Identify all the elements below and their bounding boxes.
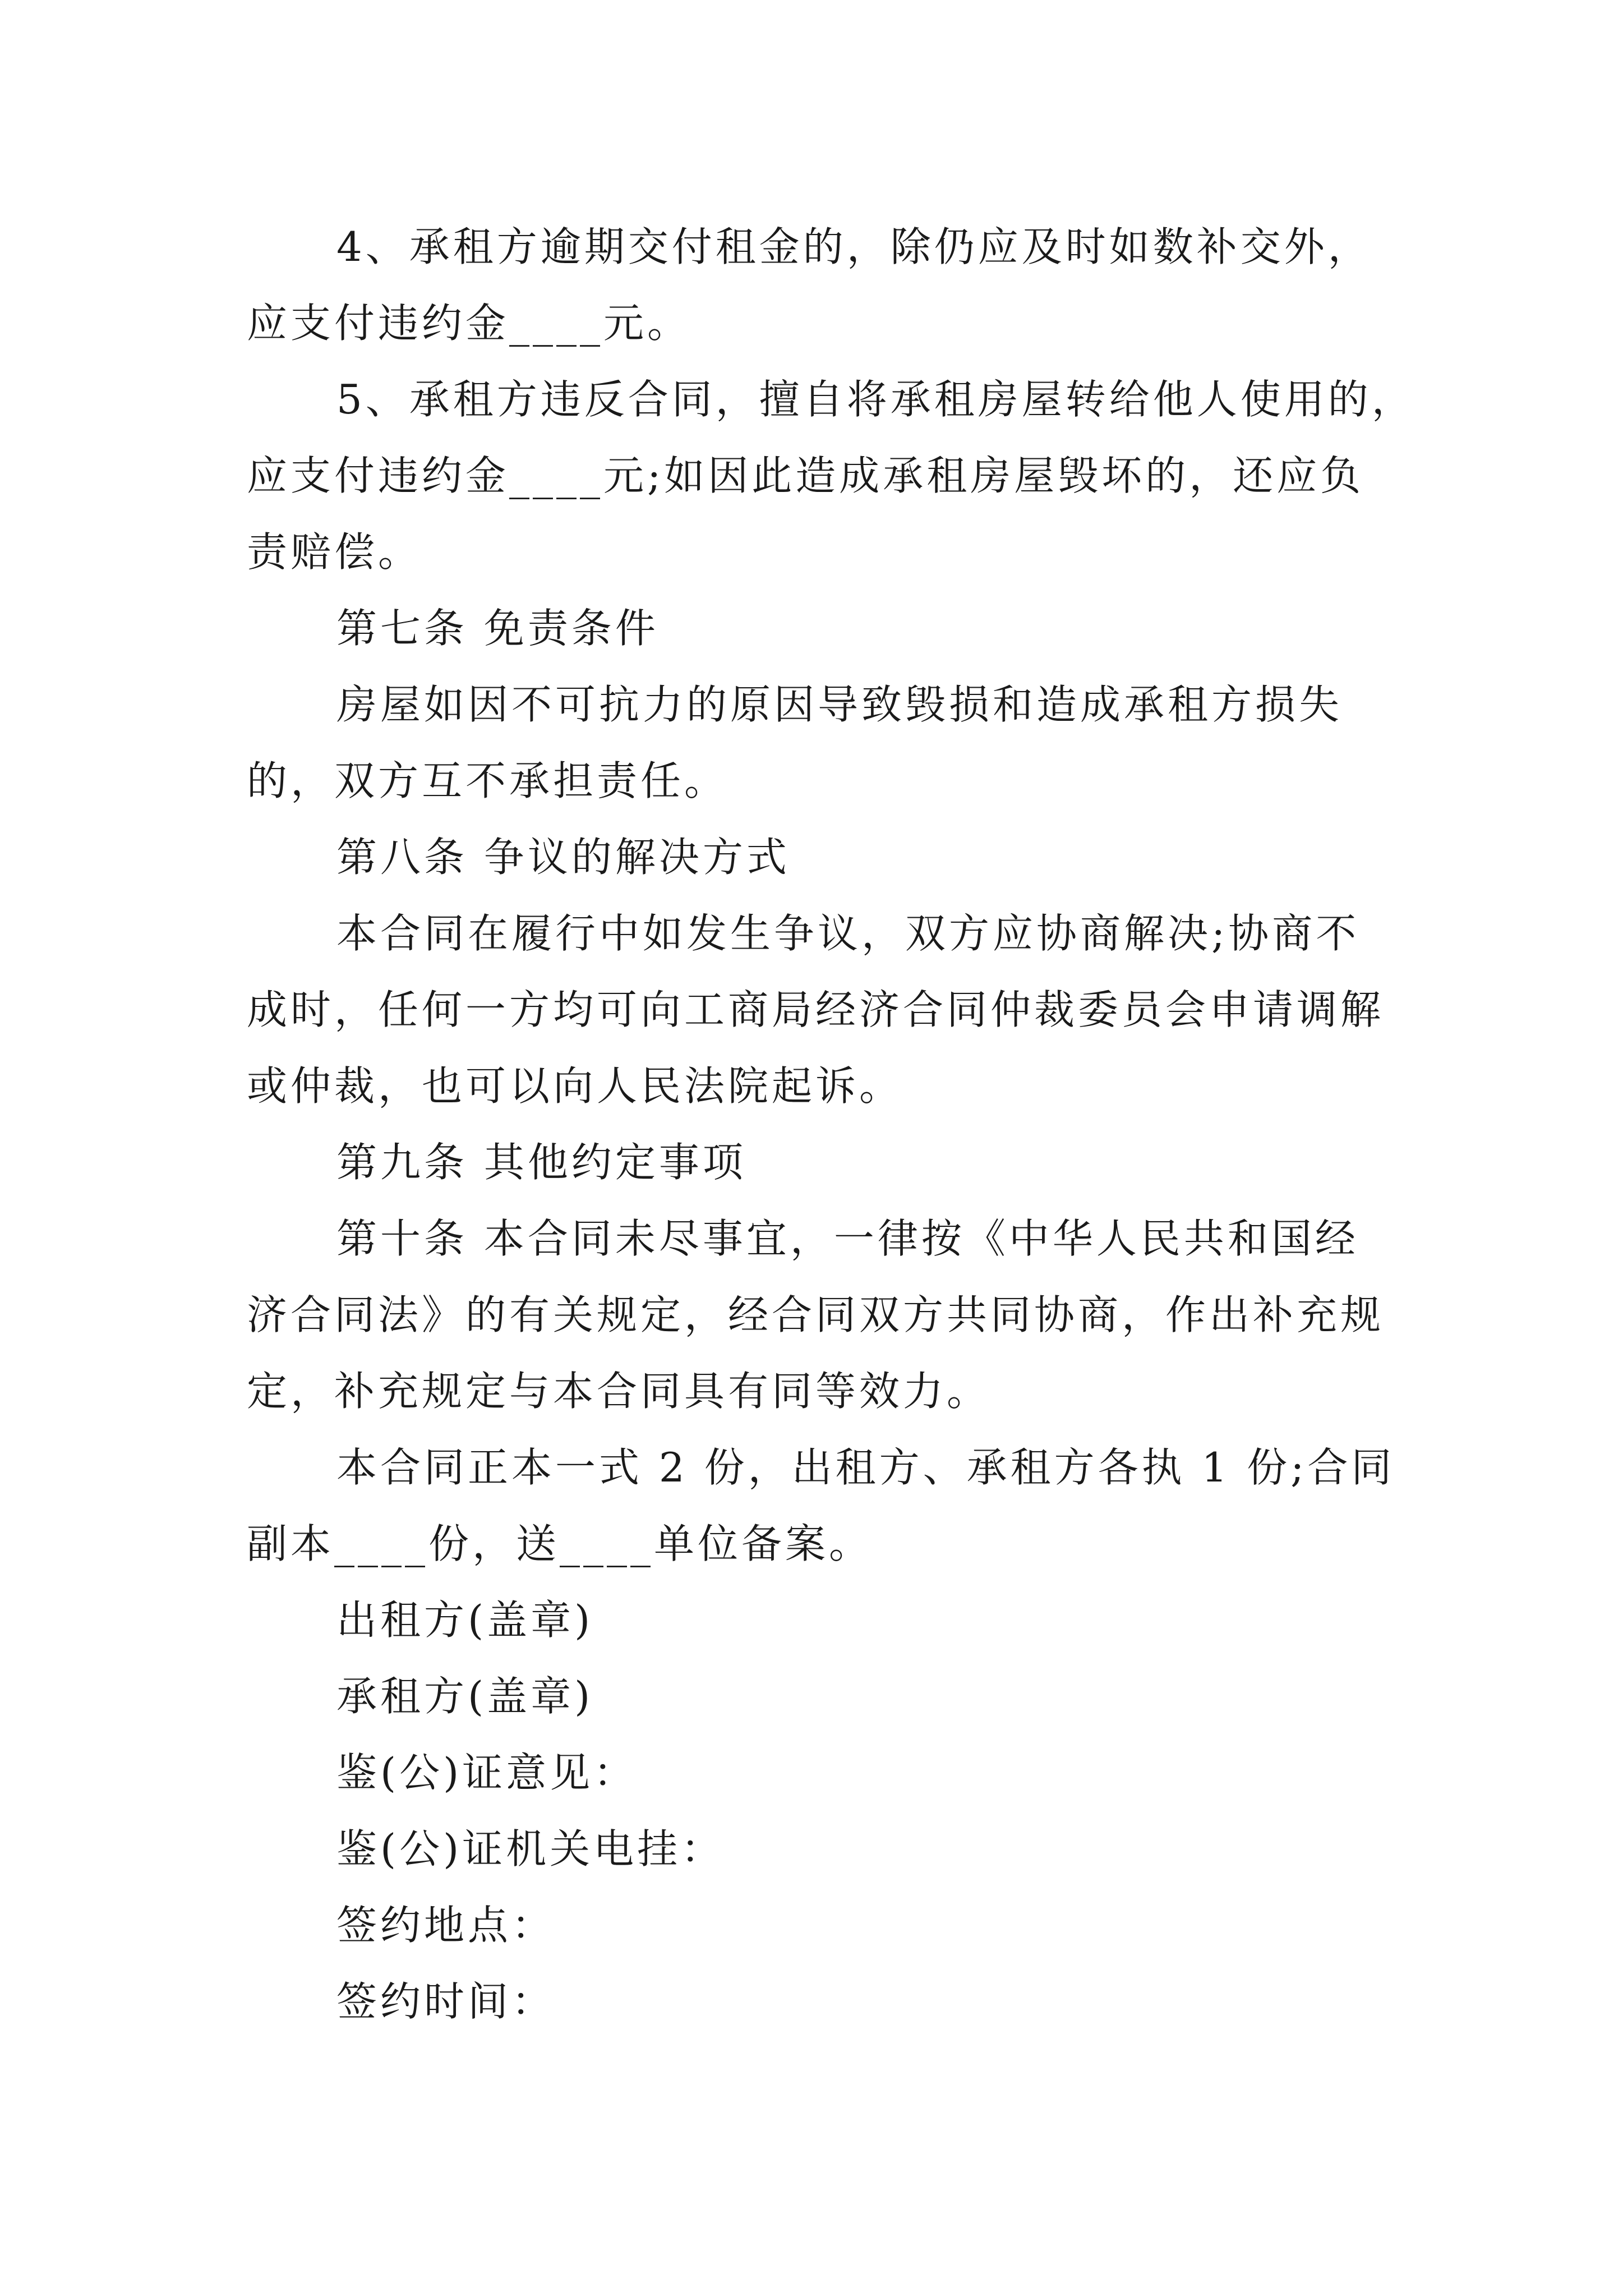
article-8-body-line-2: 成时，任何一方均可向工商局经济合同仲裁委员会申请调解 — [247, 986, 1385, 1033]
notary-opinion-label: 鉴(公)证意见： — [336, 1749, 638, 1796]
article-8-body-line-3: 或仲裁，也可以向人民法院起诉。 — [247, 1062, 903, 1110]
copies-line-1: 本合同正本一式 2 份，出租方、承租方各执 1 份;合同 — [336, 1444, 1395, 1491]
article-7-heading: 第七条 免责条件 — [336, 605, 659, 652]
signing-place-label: 签约地点： — [336, 1902, 556, 1949]
clause-5-line-3: 责赔偿。 — [247, 528, 422, 576]
article-8-heading: 第八条 争议的解决方式 — [336, 834, 790, 881]
lessor-seal-label: 出租方(盖章) — [336, 1596, 594, 1644]
article-7-body-line-1: 房屋如因不可抗力的原因导致毁损和造成承租方损失 — [336, 681, 1343, 728]
article-7-body-line-2: 的，双方互不承担责任。 — [247, 757, 728, 804]
clause-4-line-2: 应支付违约金____元。 — [247, 300, 691, 347]
notary-office-phone-label: 鉴(公)证机关电挂： — [336, 1825, 725, 1872]
document-page — [247, 209, 1415, 2040]
article-10-line-2: 济合同法》的有关规定，经合同双方共同协商，作出补充规 — [247, 1291, 1385, 1338]
article-10-line-3: 定，补充规定与本合同具有同等效力。 — [247, 1368, 991, 1415]
article-10-line-1: 第十条 本合同未尽事宜，一律按《中华人民共和国经 — [336, 1215, 1359, 1262]
clause-5-line-1: 5、承租方违反合同，擅自将承租房屋转给他人使用的， — [336, 376, 1415, 423]
article-9-heading: 第九条 其他约定事项 — [336, 1139, 746, 1186]
signing-time-label: 签约时间： — [336, 1978, 556, 2025]
article-8-body-line-1: 本合同在履行中如发生争议，双方应协商解决;协商不 — [336, 910, 1360, 957]
copies-line-2: 副本____份，送____单位备案。 — [247, 1520, 873, 1567]
clause-4-line-1: 4、承租方逾期交付租金的，除仍应及时如数补交外， — [336, 223, 1372, 270]
clause-5-line-2: 应支付违约金____元;如因此造成承租房屋毁坏的，还应负 — [247, 452, 1364, 499]
lessee-seal-label: 承租方(盖章) — [336, 1673, 594, 1720]
